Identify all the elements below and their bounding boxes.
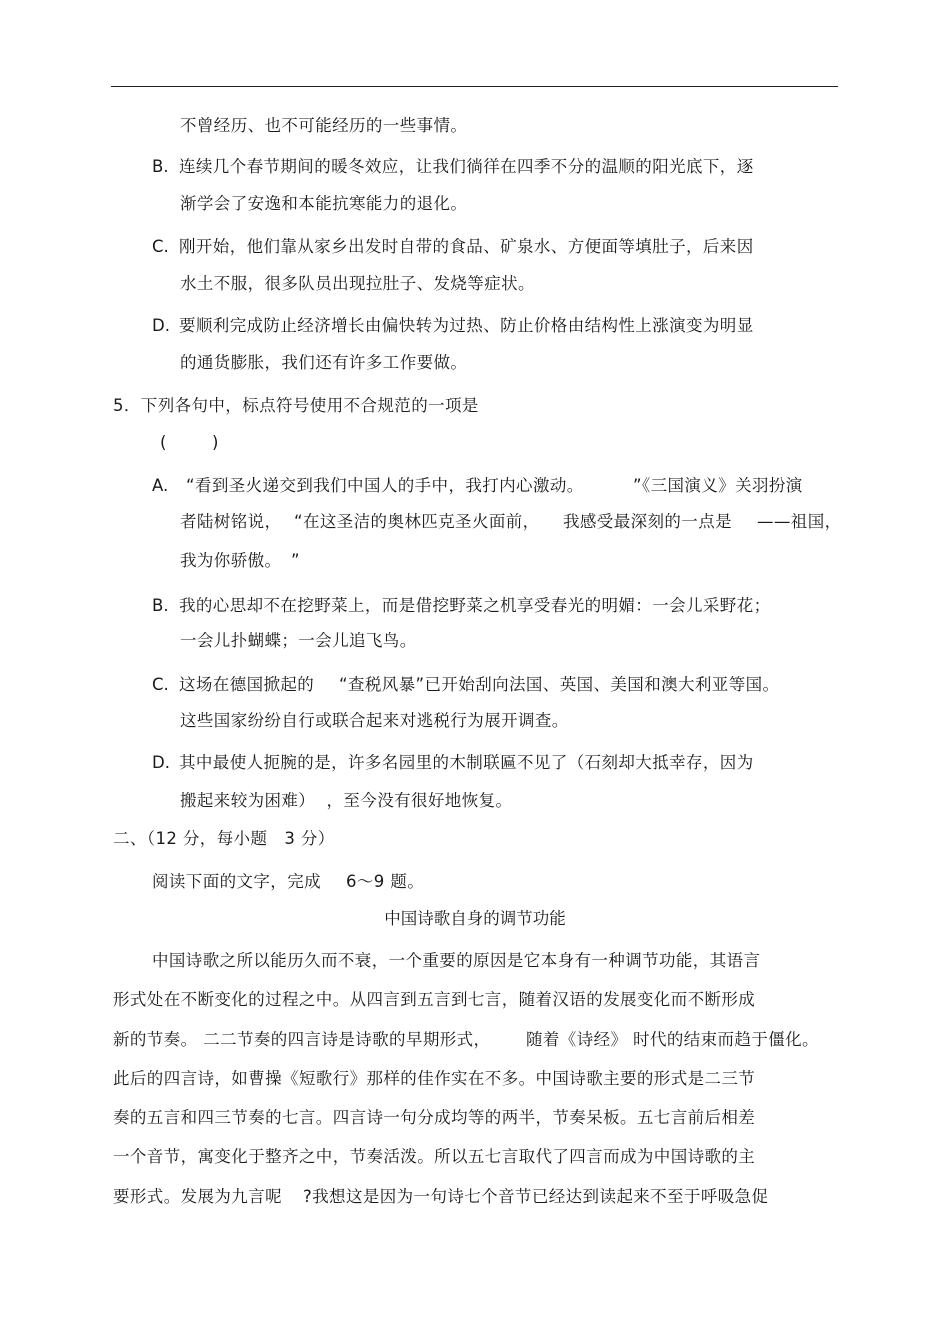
passage-line-7-p2: ?我想这是因为一句诗七个音节已经达到读起来不至于呼吸急促 [303,1187,769,1206]
section2-instruction-p1: 阅读下面的文字，完成 [152,872,321,891]
q4-option-b-line2: 渐学会了安逸和本能抗寒能力的退化。 [180,194,468,213]
q5-option-a-line1-p2: ”《三国演义》关羽扮演 [633,476,803,495]
q5-option-c-line1-p1: 这场在德国掀起的 [179,675,315,694]
q5-option-a-line2-p3: 我感受最深刻的一点是 [563,512,732,531]
q5-option-c-line2: 这些国家纷纷自行或联合起来对逃税行为展开调查。 [180,711,569,730]
passage-line-2: 形式处在不断变化的过程之中。从四言到五言到七言，随着汉语的发展变化而不断形成 [113,990,756,1009]
q5-answer-paren: ( ) [160,433,219,452]
q4-option-c-line1: 刚开始，他们靠从家乡出发时自带的食品、矿泉水、方便面等填肚子，后来因 [179,237,754,256]
q5-option-c-line1-p2: “查税风暴”已开始刮向法国、英国、美国和澳大利亚等国。 [339,675,780,694]
q5-option-a-line2-p2: “在这圣洁的奥林匹克圣火面前， [294,512,540,531]
q5-option-a-line3-p2: ” [291,551,300,570]
q4-option-c-letter: C. [152,237,169,256]
q4-option-d-letter: D. [152,316,170,335]
passage-title: 中国诗歌自身的调节功能 [384,909,566,928]
q5-option-c-letter: C. [152,675,169,694]
passage-line-6: 一个音节，寓变化于整齐之中，节奏活泼。所以五七言取代了四言而成为中国诗歌的主 [113,1147,756,1166]
q4-option-a-line2: 不曾经历、也不可能经历的一些事情。 [180,116,468,135]
q5-option-a-line2-p4: ——祖国， [757,512,842,531]
passage-line-3-p1: 新的节奏。 二二节奏的四言诗是诗歌的早期形式， [113,1030,491,1049]
q4-option-b-line1: 连续几个春节期间的暖冬效应，让我们徜徉在四季不分的温顺的阳光底下，逐 [179,157,754,176]
q4-option-c-line2: 水土不服，很多队员出现拉肚子、发烧等症状。 [180,274,535,293]
q4-option-d-line1: 要顺利完成防止经济增长由偏快转为过热、防止价格由结构性上涨演变为明显 [179,316,754,335]
passage-line-4: 此后的四言诗，如曹操《短歌行》那样的佳作实在不多。中国诗歌主要的形式是二三节 [113,1069,756,1088]
passage-line-7-p1: 要形式。发展为九言呢 [113,1187,282,1206]
section2-instruction-p2: 6～9 题。 [346,872,425,891]
q5-option-d-line1: 其中最使人扼腕的是，许多名园里的木制联匾不见了（石刻却大抵幸存，因为 [179,753,754,772]
q5-option-a-line2-p1: 者陆树铭说， [180,512,282,531]
q4-option-d-line2: 的通货膨胀，我们还有许多工作要做。 [180,353,468,372]
q5-option-b-line1: 我的心思却不在挖野菜上，而是借挖野菜之机享受春光的明媚：一会儿采野花； [179,596,771,615]
q4-option-b-letter: B. [152,157,169,176]
passage-line-3-p2: 随着《诗经》 时代的结束而趋于僵化。 [526,1030,819,1049]
header-rule [111,86,838,87]
q5-option-d-letter: D. [152,753,170,772]
q5-option-b-letter: B. [152,596,169,615]
q5-option-d-line2: 搬起来较为困难） ，至今没有很好地恢复。 [180,791,513,810]
q5-option-a-line3-p1: 我为你骄傲。 [180,551,282,570]
q5-option-a-letter: A. [152,476,169,495]
passage-line-5: 奏的五言和四三节奏的七言。四言诗一句分成均等的两半，节奏呆板。五七言前后相差 [113,1108,756,1127]
section2-heading: 二、（12 分，每小题 3 分） [113,829,335,848]
q5-option-a-line1-p1: “看到圣火递交到我们中国人的手中，我打内心激动。 [186,476,584,495]
passage-line-1: 中国诗歌之所以能历久而不衰，一个重要的原因是它本身有一种调节功能，其语言 [152,951,761,970]
q5-option-b-line2: 一会儿扑蝴蝶；一会儿追飞鸟。 [180,631,417,650]
q5-stem: 5．下列各句中，标点符号使用不合规范的一项是 [113,396,479,415]
